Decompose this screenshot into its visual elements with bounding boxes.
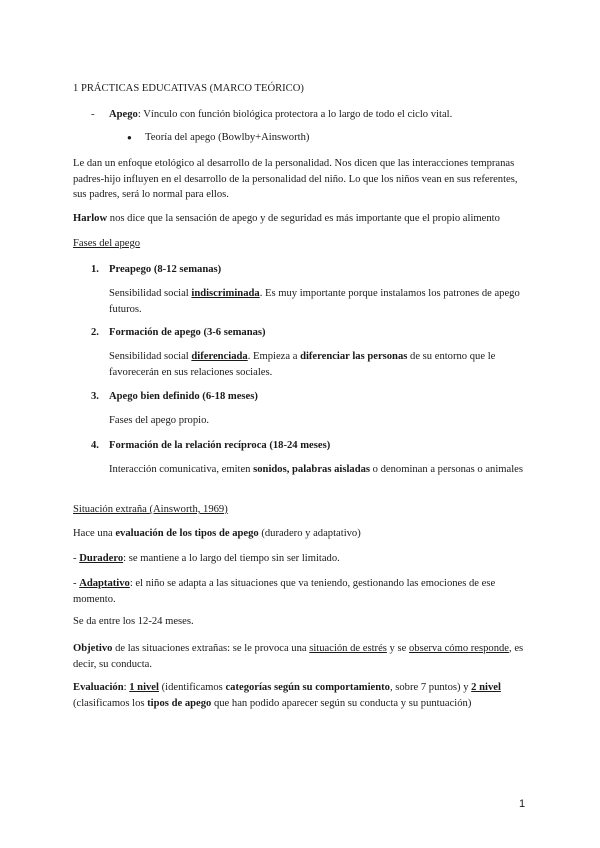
paragraph-harlow: Harlow nos dice que la sensación de apego y de seguridad es más importante que el propio alimento — [73, 213, 500, 224]
phase-1-number: 1. — [91, 264, 99, 275]
phase-2-text: Sensibilidad social diferenciada. Empieza a diferenciar las personas de su entorno que le favorecerán en sus relaciones sociales. — [109, 351, 496, 378]
fases-heading: Fases del apego — [73, 238, 141, 249]
paragraph-edad: Se da entre los 12-24 meses. — [73, 616, 194, 627]
paragraph-adaptativo: - Adaptativo: el niño se adapta a las situaciones que va teniendo, gestionando las emociones de ese momento. — [73, 578, 496, 605]
phase-1-text: Sensibilidad social indiscriminada. Es muy importante porque instalamos los patrones de apego futuros. — [109, 288, 520, 315]
dash-marker: - — [91, 109, 95, 120]
harlow-term: Harlow — [73, 213, 108, 224]
paragraph-evaluacion: Evaluación: 1 nivel (identificamos categorías según su comportamiento, sobre 7 puntos) y 2 nivel (clasificamos los tipos de apego que han podido aparecer según su conducta y su puntuación) — [73, 682, 501, 709]
paragraph-enfoque: Le dan un enfoque etológico al desarrollo de la personalidad. Nos dicen que las interacciones tempranas padres-hijo influyen en el desarrollo de la personalidad del niño. Lo que los niños vean en sus referentes, sus padres, será lo normal para ellos. — [73, 158, 518, 200]
page-number: 1 — [519, 798, 526, 810]
phase-4-text: Interacción comunicativa, emiten sonidos, palabras aisladas o denominan a personas o animales — [109, 464, 523, 475]
apego-definition: Apego: Vínculo con función biológica protectora a lo largo de todo el ciclo vital. — [109, 109, 453, 120]
phase-2-number: 2. — [91, 327, 99, 338]
phase-4-number: 4. — [91, 440, 99, 451]
phase-1-title: Preapego (8-12 semanas) — [109, 264, 222, 275]
bullet-icon: ● — [127, 133, 132, 142]
phase-3-title: Apego bien definido (6-18 meses) — [109, 391, 258, 402]
document-title: 1 PRÁCTICAS EDUCATIVAS (MARCO TEÓRICO) — [73, 83, 304, 94]
situacion-heading: Situación extraña (Ainsworth, 1969) — [73, 504, 228, 515]
phase-4-title: Formación de la relación recíproca (18-24 meses) — [109, 440, 331, 451]
paragraph-objetivo: Objetivo de las situaciones extrañas: se le provoca una situación de estrés y se observa cómo responde, es decir, su conducta. — [73, 643, 524, 670]
phase-3-text: Fases del apego propio. — [109, 415, 210, 426]
apego-term: Apego — [109, 109, 138, 120]
paragraph-duradero: - Duradero: se mantiene a lo largo del tiempo sin ser limitado. — [73, 553, 340, 564]
phase-2-title: Formación de apego (3-6 semanas) — [109, 327, 266, 338]
paragraph-evaluacion-tipos: Hace una evaluación de los tipos de apego (duradero y adaptativo) — [73, 528, 361, 539]
phase-3-number: 3. — [91, 391, 99, 402]
teoria-apego: Teoría del apego (Bowlby+Ainsworth) — [145, 132, 310, 143]
